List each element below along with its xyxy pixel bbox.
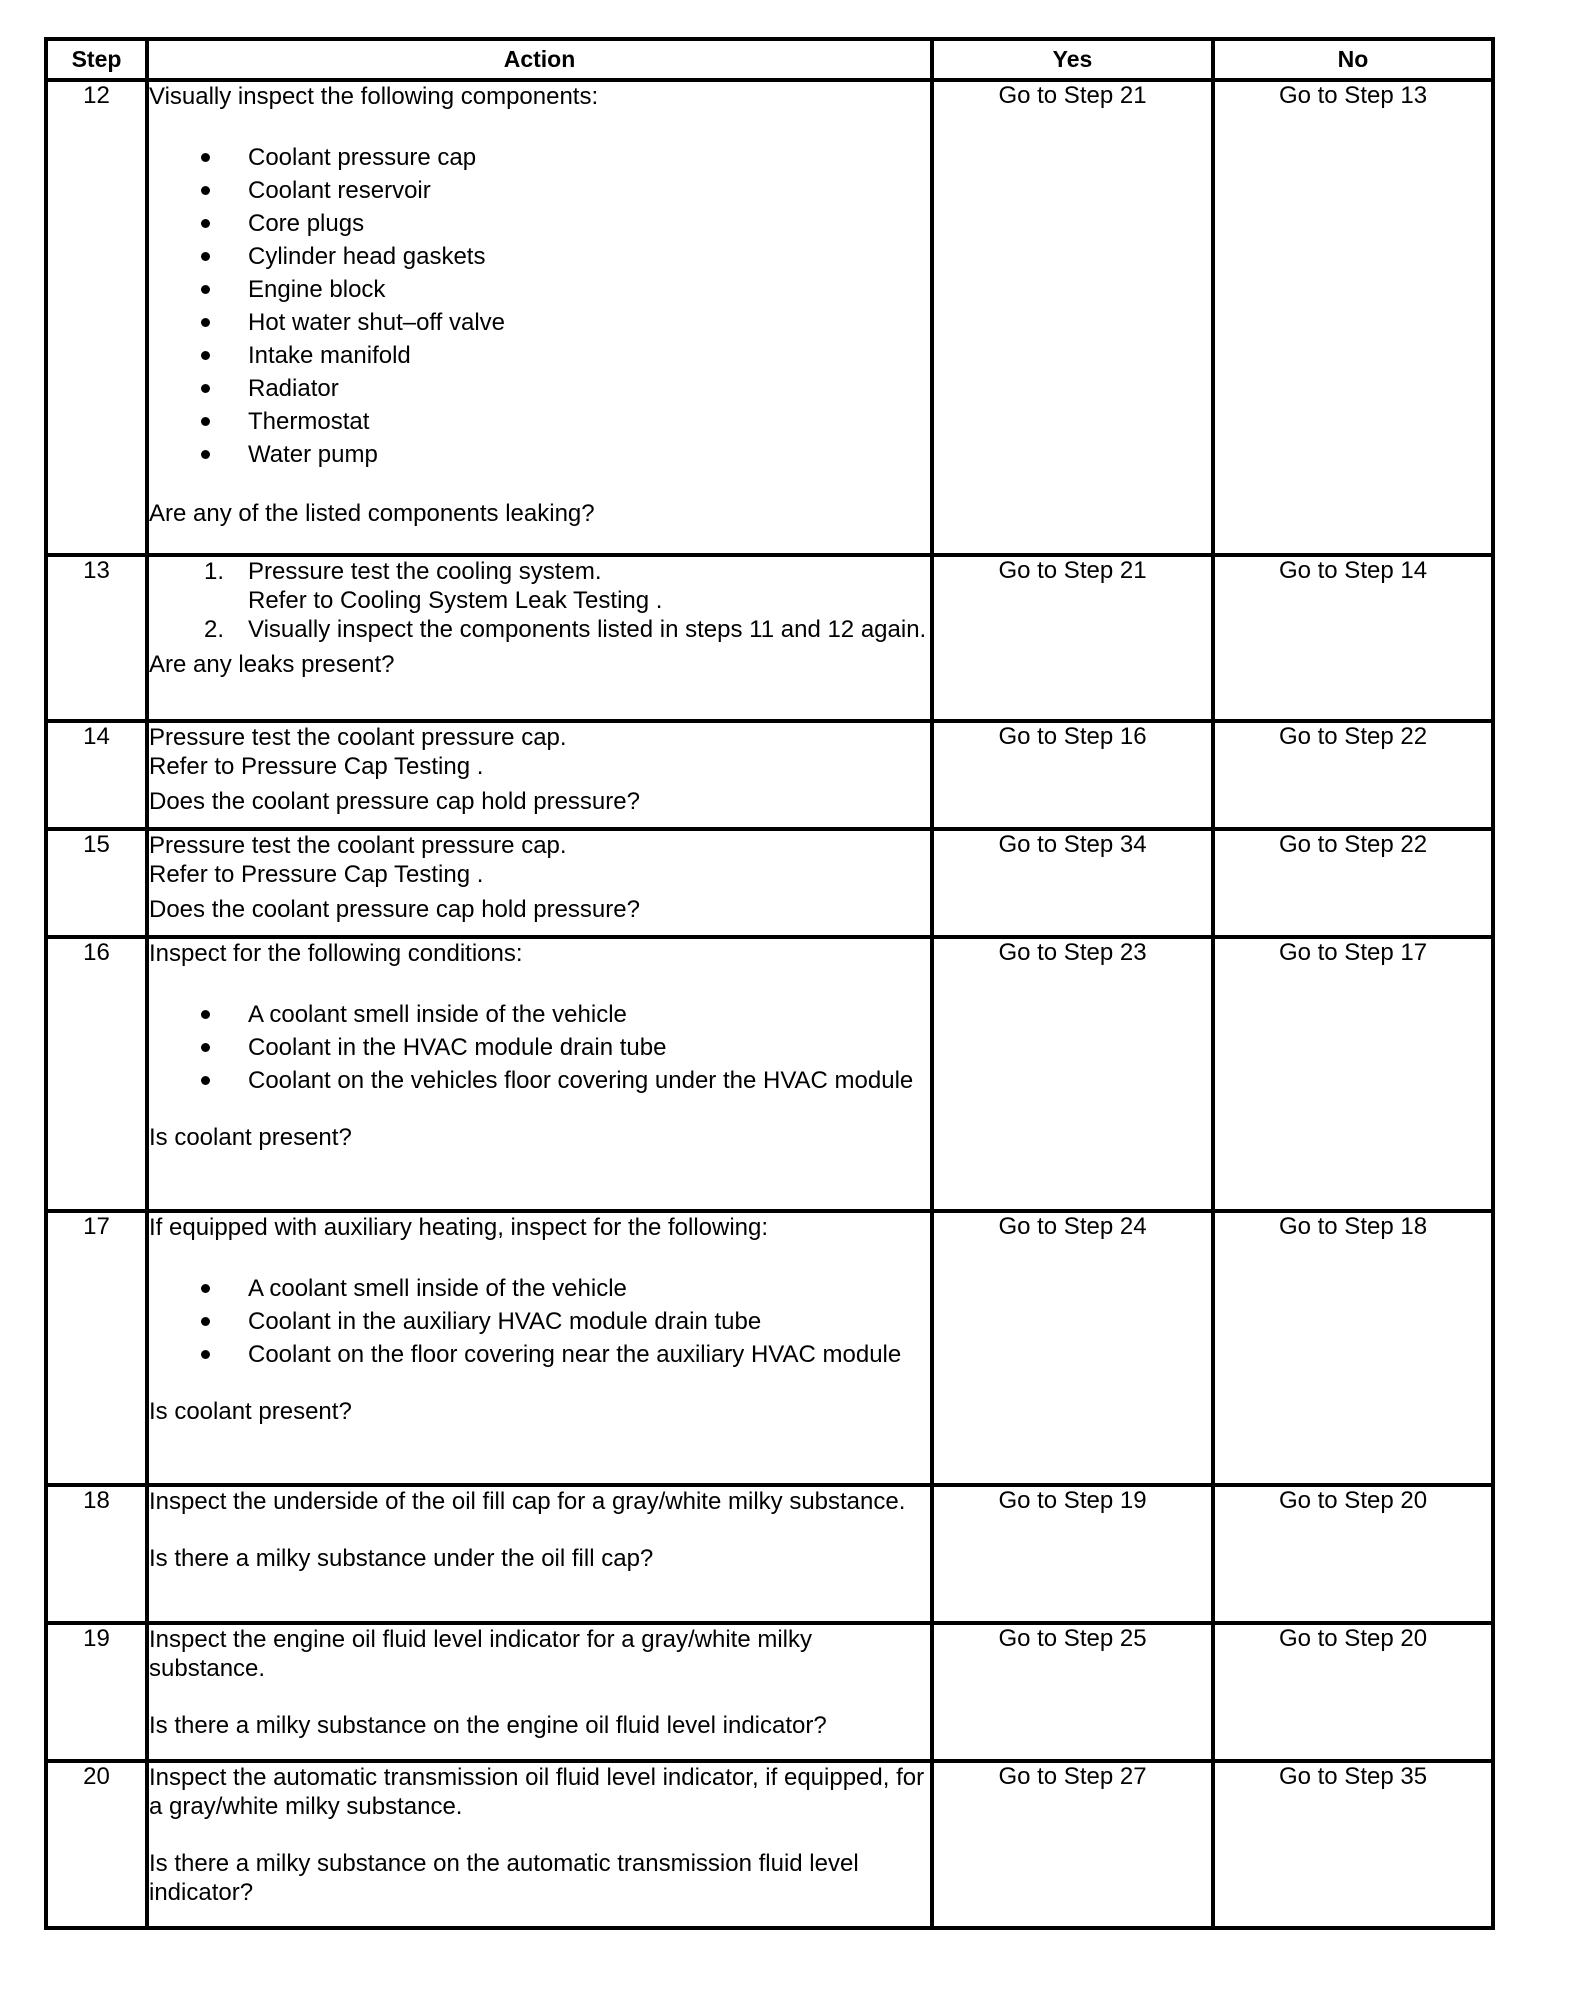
step-number: 19	[46, 1623, 147, 1761]
list-item: Hot water shut–off valve	[149, 306, 930, 339]
bullet-icon	[201, 450, 210, 459]
action-question: Is there a milky substance under the oil fill cap?	[149, 1545, 654, 1572]
no-result: Go to Step 22	[1213, 721, 1493, 829]
action-question: Is there a milky substance on the engine oil fluid level indicator?	[149, 1712, 827, 1739]
action-intro: If equipped with auxiliary heating, inspect for the following:	[149, 1214, 769, 1241]
yes-result: Go to Step 16	[932, 721, 1213, 829]
bullet-icon	[201, 285, 210, 294]
list-item: Water pump	[149, 438, 930, 471]
step-number: 12	[46, 80, 147, 555]
action-intro: Visually inspect the following components:	[149, 83, 599, 110]
no-result: Go to Step 20	[1213, 1623, 1493, 1761]
list-item: Coolant on the vehicles floor covering under the HVAC module	[149, 1064, 930, 1095]
table-row	[46, 80, 1493, 555]
step-number: 16	[46, 937, 147, 1211]
list-item: Core plugs	[149, 207, 930, 240]
list-item: Coolant pressure cap	[149, 141, 930, 174]
header-step: Step	[46, 39, 147, 80]
yes-result: Go to Step 25	[932, 1623, 1213, 1761]
action-cell	[147, 829, 932, 937]
bullet-icon	[201, 351, 210, 360]
reference-text: Refer to Pressure Cap Testing .	[149, 861, 484, 888]
no-result: Go to Step 35	[1213, 1761, 1493, 1928]
yes-result: Go to Step 19	[932, 1485, 1213, 1623]
action-intro: Inspect the automatic transmission oil fluid level indicator, if equipped, for a gray/white milky substance.	[149, 1764, 925, 1820]
bullet-icon	[201, 153, 210, 162]
step-number: 14	[46, 721, 147, 829]
list-item: Engine block	[149, 273, 930, 306]
yes-result: Go to Step 34	[932, 829, 1213, 937]
item-number: 1.	[204, 558, 225, 585]
table-row	[46, 555, 1493, 721]
bullet-icon	[201, 318, 210, 327]
action-intro: Inspect the underside of the oil fill cap for a gray/white milky substance.	[149, 1488, 906, 1515]
bullet-icon	[201, 1043, 210, 1052]
action-line: Pressure test the coolant pressure cap.	[149, 832, 567, 859]
action-cell	[147, 721, 932, 829]
diagnostic-steps-table	[44, 37, 1495, 1930]
action-cell	[147, 937, 932, 1211]
list-item: Thermostat	[149, 405, 930, 438]
action-cell	[147, 1485, 932, 1623]
procedure-list	[149, 557, 930, 644]
no-result: Go to Step 17	[1213, 937, 1493, 1211]
no-result: Go to Step 18	[1213, 1211, 1493, 1485]
bullet-icon	[201, 186, 210, 195]
list-item: Coolant on the floor covering near the auxiliary HVAC module	[149, 1338, 930, 1369]
list-item: Cylinder head gaskets	[149, 240, 930, 273]
action-question: Does the coolant pressure cap hold pressure?	[149, 896, 640, 923]
action-question: Are any leaks present?	[149, 651, 395, 678]
bullet-icon	[201, 417, 210, 426]
action-cell	[147, 1761, 932, 1928]
list-item: Intake manifold	[149, 339, 930, 372]
table-row	[46, 937, 1493, 1211]
item-number: 2.	[204, 616, 225, 643]
table-row	[46, 721, 1493, 829]
table-row	[46, 829, 1493, 937]
yes-result: Go to Step 21	[932, 555, 1213, 721]
action-question: Is coolant present?	[149, 1124, 352, 1151]
bullet-icon	[201, 1284, 210, 1293]
step-number: 13	[46, 555, 147, 721]
list-item: Coolant in the auxiliary HVAC module drain tube	[149, 1305, 930, 1338]
component-list	[149, 141, 930, 471]
bullet-icon	[201, 384, 210, 393]
header-yes: Yes	[932, 39, 1213, 80]
action-cell	[147, 1623, 932, 1761]
table-row	[46, 1211, 1493, 1485]
action-cell	[147, 1211, 932, 1485]
table-row	[46, 1485, 1493, 1623]
step-number: 18	[46, 1485, 147, 1623]
header-action: Action	[147, 39, 932, 80]
reference-text: Refer to Pressure Cap Testing .	[149, 753, 484, 780]
condition-list	[149, 998, 930, 1095]
action-cell	[147, 555, 932, 721]
step-number: 15	[46, 829, 147, 937]
yes-result: Go to Step 24	[932, 1211, 1213, 1485]
action-question: Is coolant present?	[149, 1398, 352, 1425]
step-number: 20	[46, 1761, 147, 1928]
action-intro: Inspect the engine oil fluid level indicator for a gray/white milky substance.	[149, 1626, 812, 1682]
table-header-row	[46, 39, 1493, 80]
action-intro: Inspect for the following conditions:	[149, 940, 523, 967]
condition-list	[149, 1272, 930, 1369]
reference-text: Refer to Cooling System Leak Testing .	[248, 587, 663, 614]
bullet-icon	[201, 1010, 210, 1019]
no-result: Go to Step 13	[1213, 80, 1493, 555]
list-item: Coolant in the HVAC module drain tube	[149, 1031, 930, 1064]
list-item: A coolant smell inside of the vehicle	[149, 1272, 930, 1305]
list-item: A coolant smell inside of the vehicle	[149, 998, 930, 1031]
bullet-icon	[201, 1317, 210, 1326]
action-line: Pressure test the coolant pressure cap.	[149, 724, 567, 751]
table-row	[46, 1761, 1493, 1928]
action-question: Is there a milky substance on the automatic transmission fluid level indicator?	[149, 1850, 859, 1906]
yes-result: Go to Step 27	[932, 1761, 1213, 1928]
list-item: 1. Pressure test the cooling system. Refer to Cooling System Leak Testing .	[149, 557, 930, 615]
table-row	[46, 1623, 1493, 1761]
list-item: Coolant reservoir	[149, 174, 930, 207]
bullet-icon	[201, 1076, 210, 1085]
header-no: No	[1213, 39, 1493, 80]
action-question: Does the coolant pressure cap hold pressure?	[149, 788, 640, 815]
bullet-icon	[201, 219, 210, 228]
action-question: Are any of the listed components leaking?	[149, 500, 595, 527]
list-item: Radiator	[149, 372, 930, 405]
no-result: Go to Step 20	[1213, 1485, 1493, 1623]
yes-result: Go to Step 21	[932, 80, 1213, 555]
action-cell	[147, 80, 932, 555]
bullet-icon	[201, 252, 210, 261]
no-result: Go to Step 14	[1213, 555, 1493, 721]
list-item: 2. Visually inspect the components listed in steps 11 and 12 again.	[204, 616, 927, 643]
bullet-icon	[201, 1350, 210, 1359]
yes-result: Go to Step 23	[932, 937, 1213, 1211]
no-result: Go to Step 22	[1213, 829, 1493, 937]
step-number: 17	[46, 1211, 147, 1485]
